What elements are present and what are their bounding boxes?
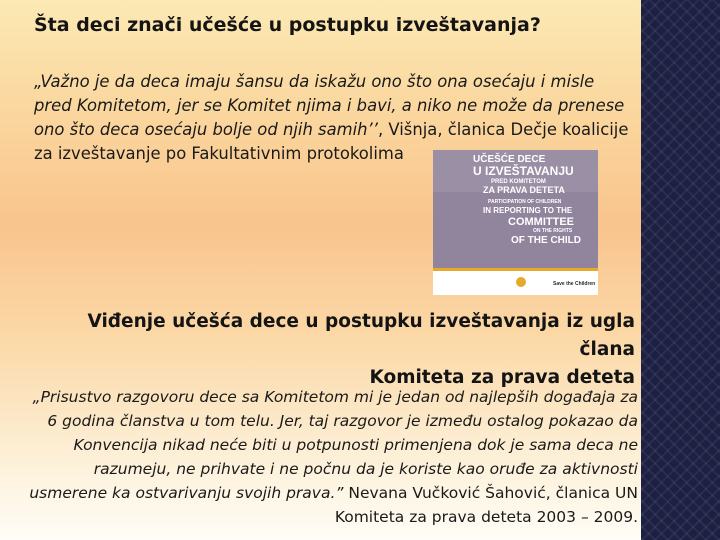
brochure-footer-logo: Save the Children bbox=[553, 281, 596, 287]
brochure-title-en-line-4: ON THE RIGHTS bbox=[533, 228, 573, 234]
quote-nevana-attribution: Nevana Vučković Šahović, članica UN Komiteta za prava deteta 2003 – 2009. bbox=[334, 484, 638, 526]
section-heading-line-2: Komiteta za prava deteta bbox=[369, 367, 635, 388]
brochure-title-sr-line-3: PRED KOMITETOM bbox=[491, 179, 546, 185]
brochure-footer-emblem-icon bbox=[516, 277, 526, 287]
slide-title: Šta deci znači učešće u postupku izveštavanja? bbox=[34, 14, 541, 36]
quote-visnja-attribution: , Višnja, članica Dečje koalicije za izveštavanje po Fakultativnim protokolima bbox=[34, 120, 629, 163]
brochure-title-en-line-1: PARTICIPATION OF CHILDREN bbox=[488, 199, 562, 205]
brochure-title-sr-line-1: UČEŠĆE DECE bbox=[473, 154, 546, 165]
decorative-side-panel bbox=[641, 0, 720, 540]
quote-visnja-text: „Važno je da deca imaju šansu da iskažu ono što ona osećaju i misle pred Komitetom, jer se Komitet njima i bavi, a niko ne može da prenese ono što deca osećaju bolje od njih samih’’ bbox=[34, 72, 625, 139]
brochure-title-en-line-2: IN REPORTING TO THE bbox=[483, 206, 573, 215]
brochure-accent-stripe bbox=[433, 268, 598, 271]
quote-nevana-text: „Prisustvo razgovoru dece sa Komitetom mi je jedan od najlepših događaja za 6 godina članstva u tom telu. Jer, taj razgovor je između ostalog pokazao da Konvencija nikad neće biti u potpunosti primenjena dok je sama deca ne razumeju, ne prihvate i ne počnu da je koriste kao oruđe za aktivnosti usmerene ka ostvarivanju svojih prava.” bbox=[29, 388, 638, 502]
section-heading bbox=[40, 308, 635, 392]
quote-nevana bbox=[28, 385, 638, 529]
brochure-cover-image bbox=[433, 150, 598, 295]
brochure-title-sr-line-2: U IZVEŠTAVANJU bbox=[473, 164, 574, 178]
section-heading-line-1: Viđenje učešća dece u postupku izveštavanja iz ugla člana bbox=[87, 311, 635, 360]
brochure-title-en-line-3: COMMITTEE bbox=[508, 216, 574, 228]
brochure-title-en-line-5: OF THE CHILD bbox=[511, 235, 581, 246]
brochure-title-sr-line-4: ZA PRAVA DETETA bbox=[483, 185, 565, 195]
